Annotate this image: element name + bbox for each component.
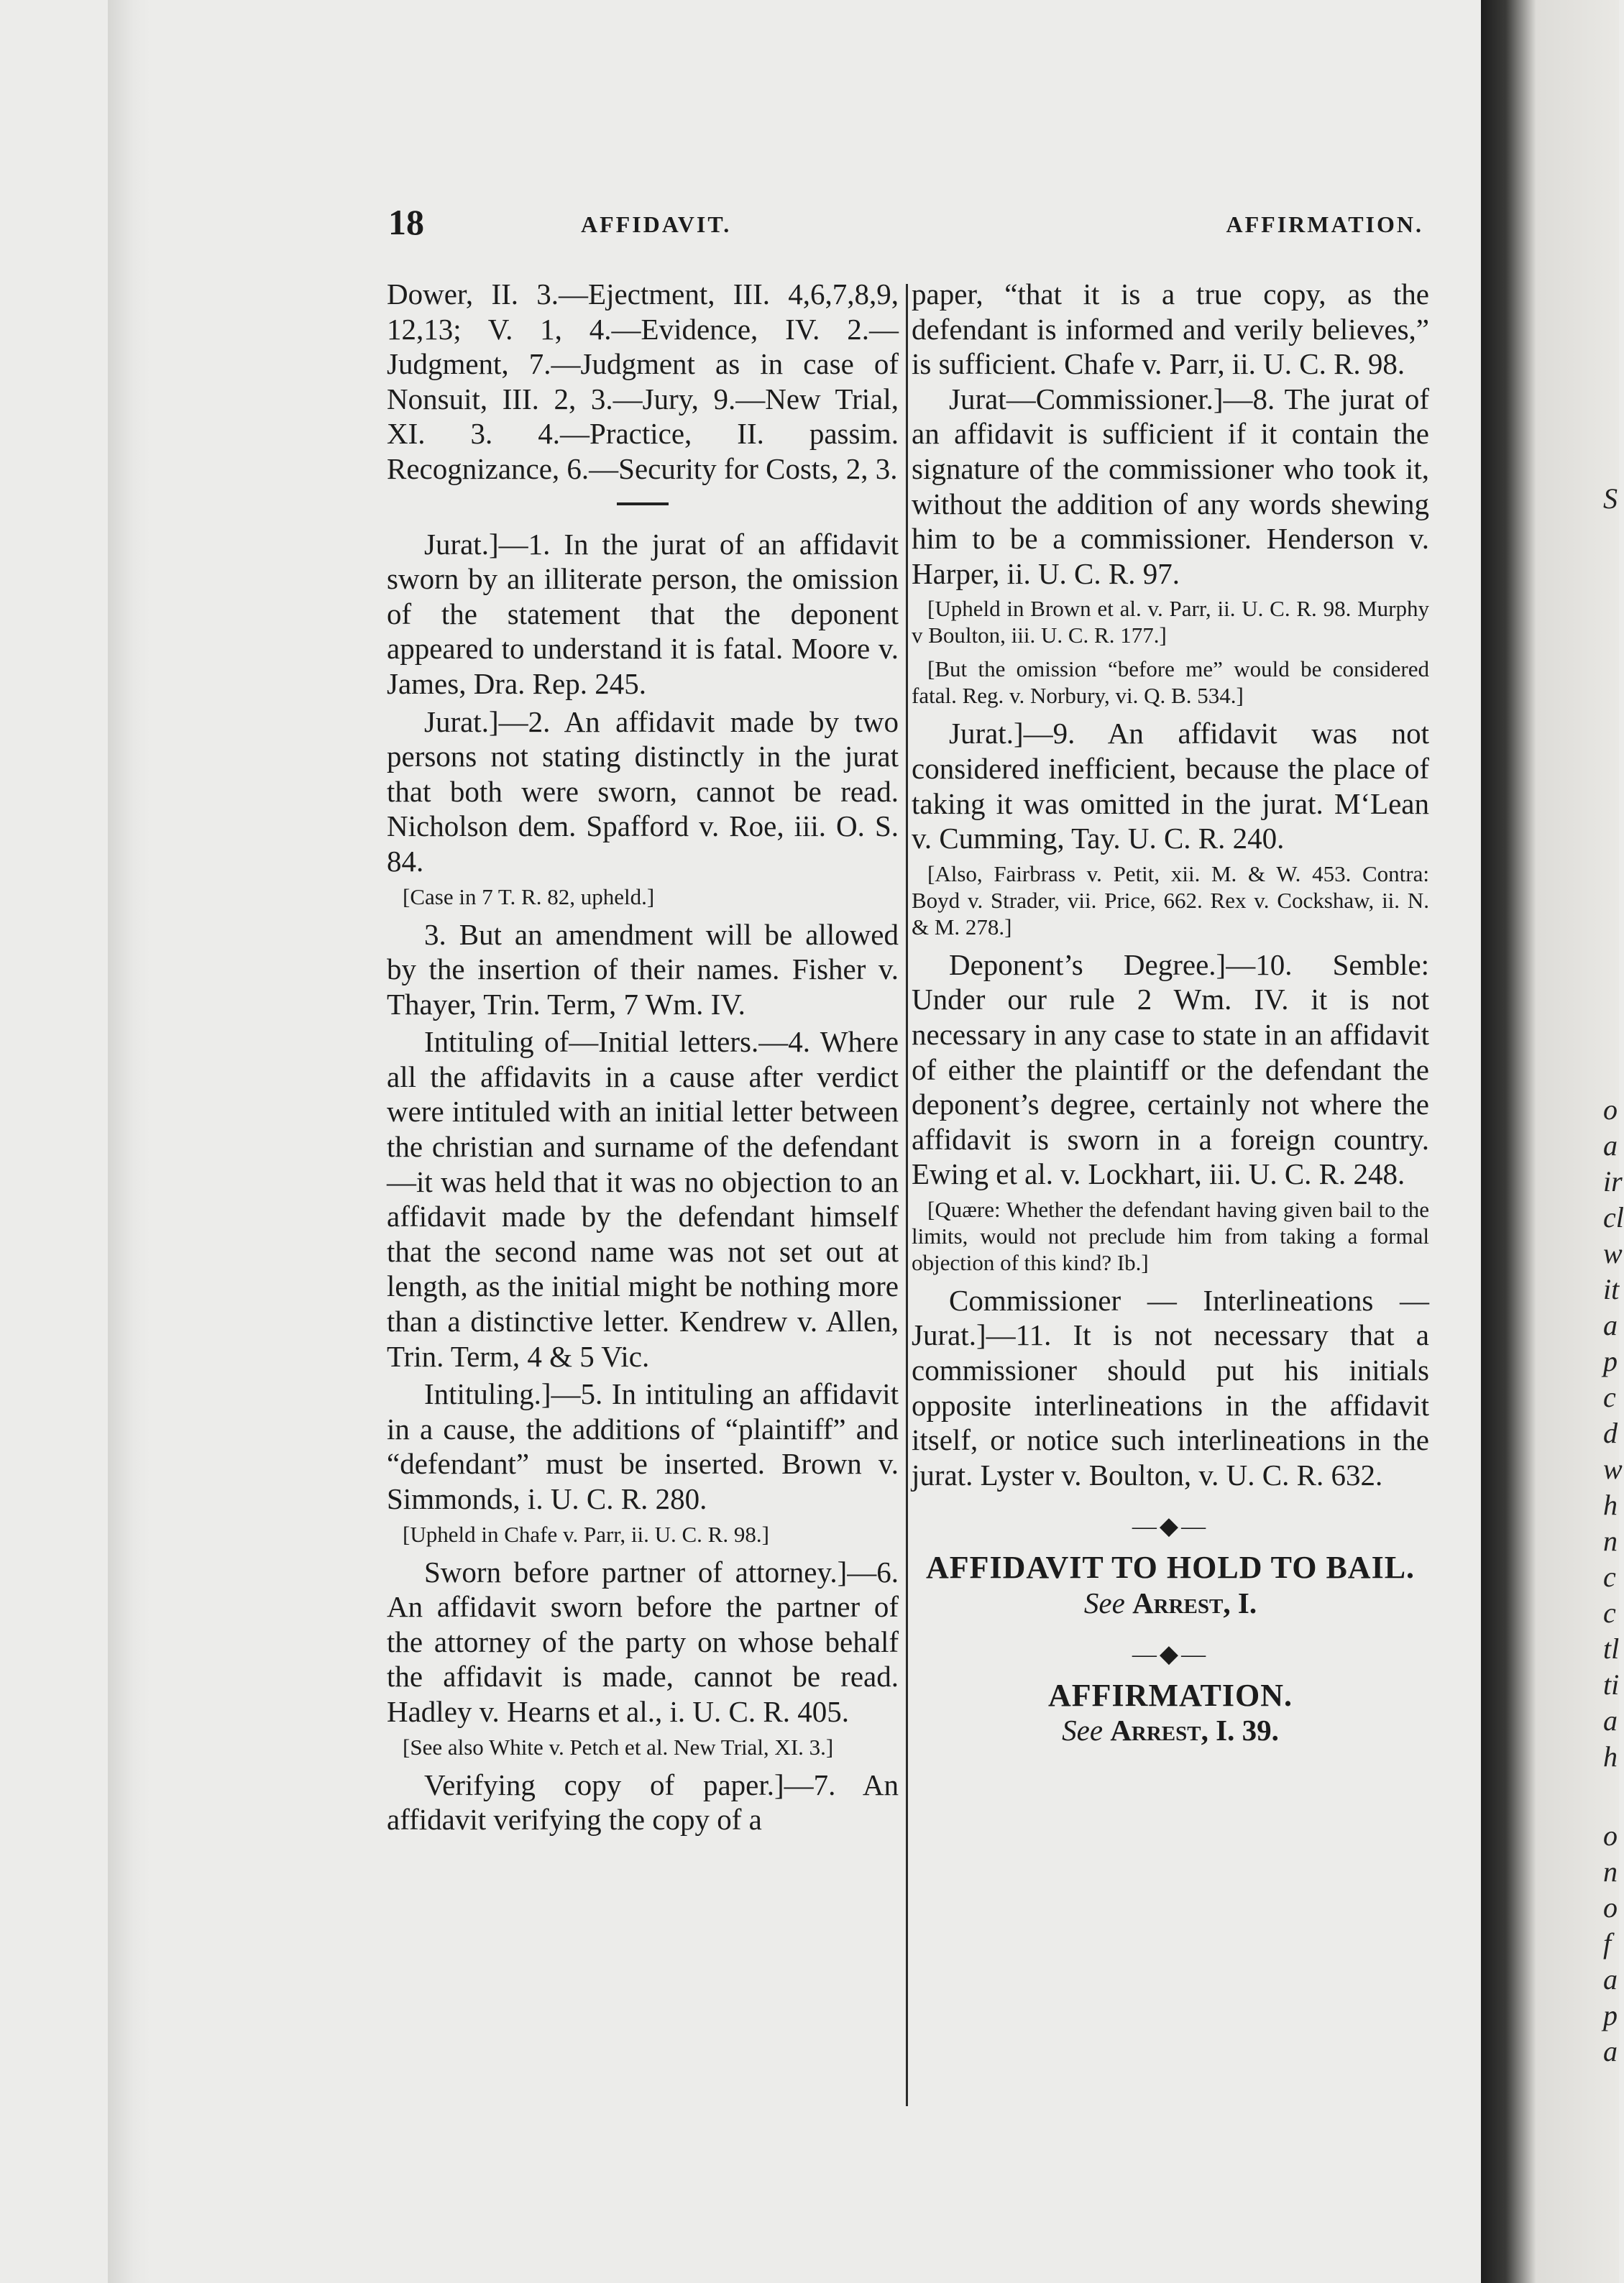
adjacent-page-fragment: o (1603, 1819, 1618, 1852)
right-column (912, 277, 1429, 1748)
running-header (388, 201, 1423, 244)
see-label: See (1062, 1714, 1104, 1747)
entry-3: 3. But an amendment will be allowed by the insertion of their names. Fisher v. Thayer, Trin. Term, 7 Wm. IV. (387, 917, 899, 1021)
entry-9: Jurat.]—9. An affidavit was not considered inefficient, because the place of taking it was omitted in the jurat. M‘Lean v. Cumming, Tay. U. C. R. 240. (912, 717, 1429, 855)
note-8b: [But the omission “before me” would be considered fatal. Reg. v. Norbury, vi. Q. B. 534.] (912, 656, 1429, 709)
note-6: [See also White v. Petch et al. New Trial, XI. 3.] (403, 1734, 834, 1760)
adjacent-page-fragment: n (1603, 1855, 1618, 1888)
adjacent-page-fragment: o (1603, 1891, 1618, 1924)
note-8a: [Upheld in Brown et al. v. Parr, ii. U. C. R. 98. Murphy v Boulton, iii. U. C. R. 177.] (912, 596, 1429, 648)
adjacent-page-fragment: a (1603, 1704, 1618, 1737)
entry-5: Intituling.]—5. In intituling an affidavit in a cause, the additions of “plaintiff” and “defendant” must be inserted. Brown v. Simmonds, i. U. C. R. 280. (387, 1377, 899, 1515)
adjacent-page-fragment: it (1603, 1273, 1620, 1305)
header-left-title: AFFIDAVIT. (581, 211, 732, 237)
adjacent-page-fragment: ti (1603, 1668, 1620, 1701)
book-gutter-shadow (108, 0, 151, 2283)
note-9: [Also, Fairbrass v. Petit, xii. M. & W. 453. Contra: Boyd v. Strader, vii. Price, 662. Rex v. Cockshaw, ii. N. & M. 278.] (912, 860, 1429, 940)
column-divider (906, 284, 908, 2106)
adjacent-page-fragment: a (1603, 1129, 1618, 1162)
heading-affidavit-to-hold-to-bail: AFFIDAVIT TO HOLD TO BAIL. (925, 1550, 1416, 1586)
cross-references: Dower, II. 3.—Ejectment, III. 4,6,7,8,9, 12,13; V. 1, 4.—Evidence, IV. 2.—Judgment, 7.—Judgment as in case of Nonsuit, III. 2, 3.—Jury, 9.—New Trial, XI. 3. 4.—Practice, II. passim. Recognizance, 6.—Security for Costs, 2, 3. (387, 277, 899, 485)
entry-2: Jurat.]—2. An affidavit made by two persons not stating distinctly in the jurat that both were sworn, cannot be read. Nicholson dem. Spafford v. Roe, iii. O. S. 84. (387, 704, 899, 878)
note-5: [Upheld in Chafe v. Parr, ii. U. C. R. 98.] (403, 1521, 769, 1547)
page-number: 18 (388, 202, 424, 242)
entry-10: Deponent’s Degree.]—10. Semble: Under our rule 2 Wm. IV. it is not necessary in any case to state in an affidavit of either the plaintiff or the defendant the deponent’s degree, certainly not where the affidavit is sworn in a foreign country. Ewing et al. v. Lockhart, iii. U. C. R. 248. (912, 947, 1429, 1191)
note-2: [Case in 7 T. R. 82, upheld.] (403, 883, 655, 909)
adjacent-page-edge (1481, 0, 1624, 2283)
adjacent-page-fragment: d (1603, 1417, 1618, 1449)
adjacent-page-fragment: w (1603, 1453, 1623, 1485)
see-target: Arrest, I. 39. (1110, 1714, 1279, 1747)
adjacent-page-fragment: p (1603, 1345, 1618, 1377)
adjacent-page-fragment: h (1603, 1740, 1618, 1773)
entry-7-continued: paper, “that it is a true copy, as the defendant is informed and verily believes,” is sufficient. Chafe v. Parr, ii. U. C. R. 98. (912, 277, 1429, 381)
see-reference-2 (912, 1713, 1429, 1748)
entry-11: Commissioner — Interlineations — Jurat.]—11. It is not necessary that a commissioner should put his initials opposite interlineations in the affidavit itself, or notice such interlineations in the jurat. Lyster v. Boulton, v. U. C. R. 632. (912, 1283, 1429, 1492)
adjacent-page-fragment: S (1603, 482, 1618, 515)
entry-7: Verifying copy of paper.]—7. An affidavit verifying the copy of a (387, 1768, 899, 1837)
entry-1: Jurat.]—1. In the jurat of an affidavit sworn by an illiterate person, the omission of the statement that the deponent appeared to understand it is fatal. Moore v. James, Dra. Rep. 245. (387, 527, 899, 700)
heading-affirmation: AFFIRMATION. (1048, 1677, 1293, 1713)
adjacent-page-fragment: p (1603, 1999, 1618, 2031)
left-column (387, 277, 899, 1840)
entry-4: Intituling of—Initial letters.—4. Where all the affidavits in a cause after verdict were intituled with an initial letter between the christian and surname of the defendant—it was held that it was no objection to an affidavit made by the defendant himself that the second name was not set out at length, as the initial might be nothing more than a distinctive letter. Kendrew v. Allen, Trin. Term, 4 & 5 Vic. (387, 1025, 899, 1373)
header-right-title: AFFIRMATION. (1226, 211, 1423, 237)
adjacent-page-fragment: c (1603, 1597, 1616, 1629)
adjacent-page-fragment: w (1603, 1237, 1623, 1269)
section-rule (617, 502, 669, 505)
entry-6: Sworn before partner of attorney.]—6. An affidavit sworn before the partner of the attorney of the party on whose behalf the affidavit is made, cannot be read. Hadley v. Hearns et al., i. U. C. R. 405. (387, 1555, 899, 1728)
adjacent-page-fragment: h (1603, 1489, 1618, 1521)
adjacent-page-fragment: a (1603, 1963, 1618, 1995)
adjacent-page-fragment: a (1603, 1309, 1618, 1341)
adjacent-page-fragment: a (1603, 2035, 1618, 2067)
adjacent-page-fragment: f (1603, 1927, 1612, 1960)
see-target: Arrest, I. (1132, 1586, 1257, 1620)
adjacent-page-fragment: c (1603, 1381, 1616, 1413)
see-reference-1 (912, 1586, 1429, 1621)
see-label: See (1083, 1586, 1125, 1620)
note-10: [Quære: Whether the defendant having given bail to the limits, would not preclude him from taking a formal objection of this kind? Ib.] (912, 1196, 1429, 1275)
ornament-divider: —◆— (1132, 1513, 1209, 1540)
adjacent-page-fragment: cl (1603, 1201, 1624, 1234)
entry-8: Jurat—Commissioner.]—8. The jurat of an affidavit is sufficient if it contain the signature of the commissioner who took it, without the addition of any words shewing him to be a commissioner. Henderson v. Harper, ii. U. C. R. 97. (912, 382, 1429, 590)
adjacent-page-fragment: tl (1603, 1632, 1620, 1665)
adjacent-page-fragment: o (1603, 1093, 1618, 1126)
adjacent-page-fragment: c (1603, 1561, 1616, 1593)
adjacent-page-fragment: ir (1603, 1165, 1623, 1198)
ornament-divider: —◆— (1132, 1641, 1209, 1668)
adjacent-page-fragment: n (1603, 1525, 1618, 1557)
